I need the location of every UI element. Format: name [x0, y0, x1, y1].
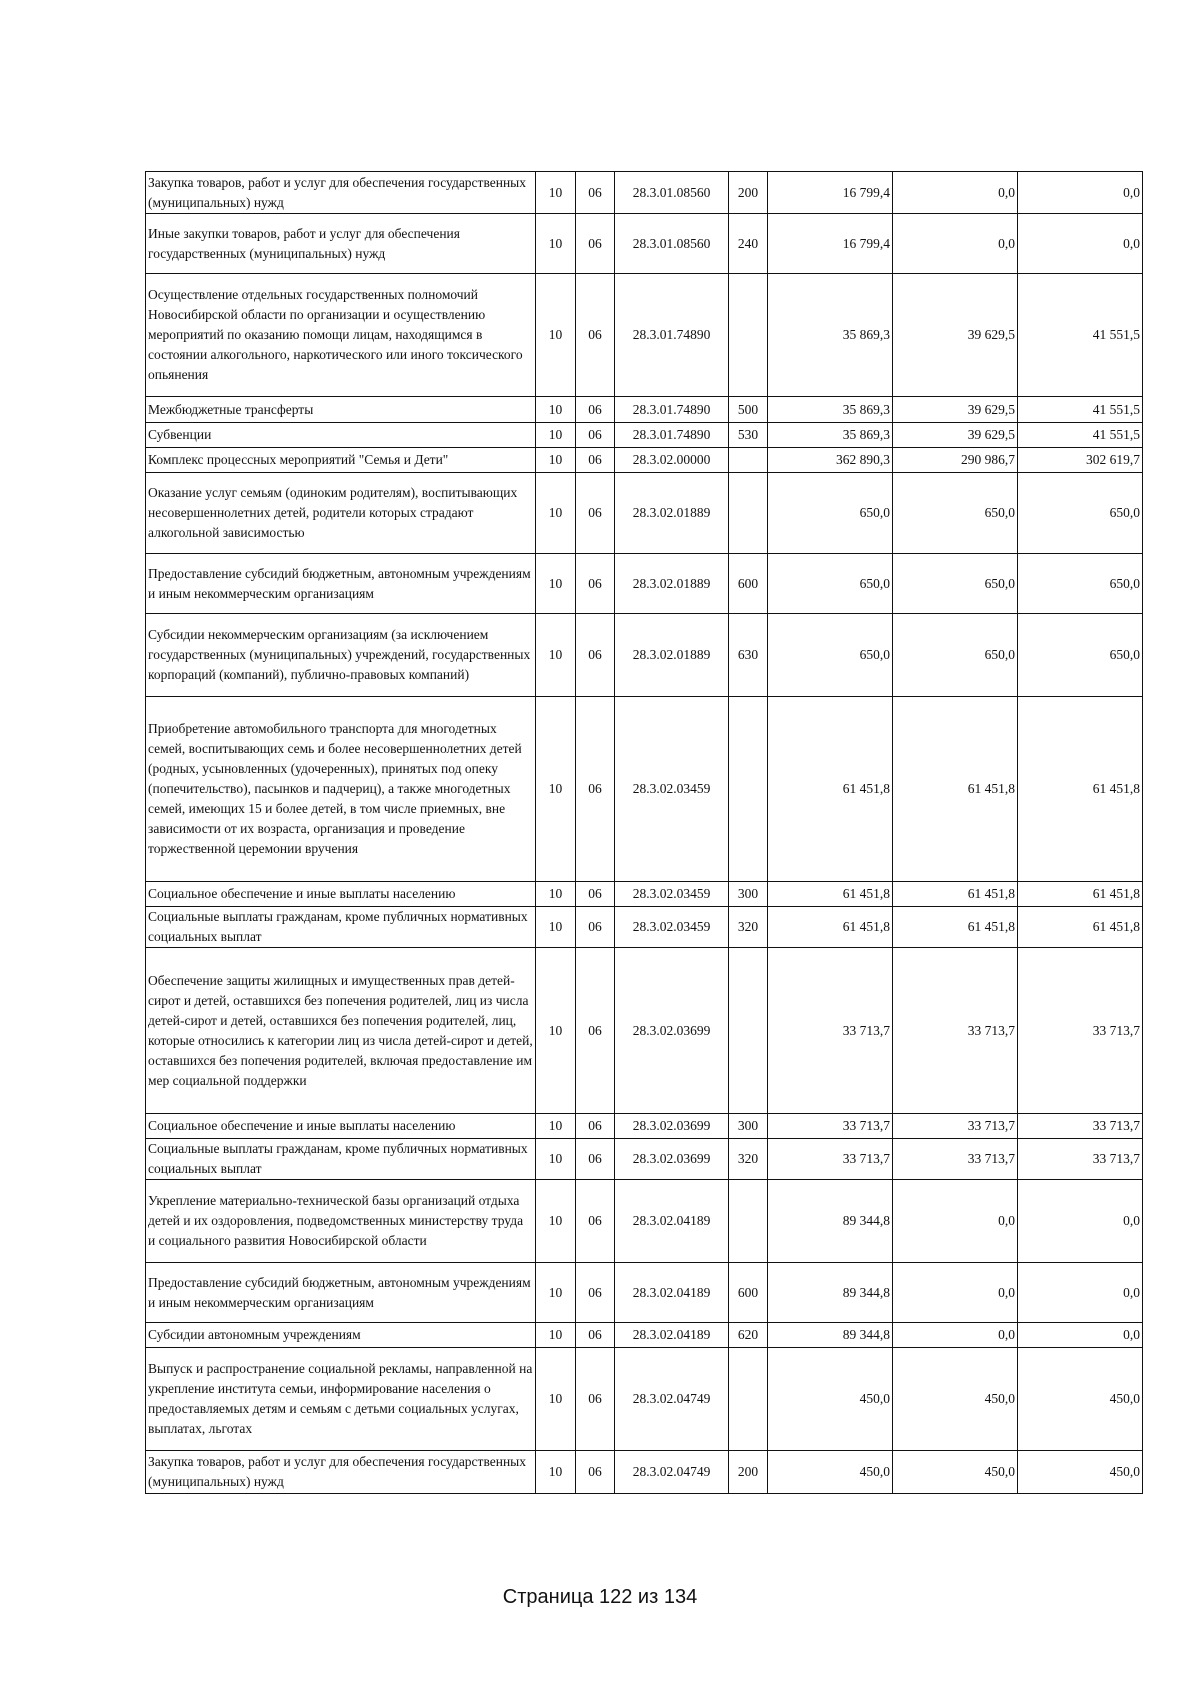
table-row [146, 948, 1143, 1114]
subsection-cell: 06 [576, 948, 615, 1114]
amount-year2-cell: 39 629,5 [893, 274, 1018, 397]
amount-year1-cell: 450,0 [768, 1451, 893, 1494]
section-cell: 10 [536, 1114, 576, 1139]
expense-type-cell [729, 1348, 768, 1451]
row-name-cell: Предоставление субсидий бюджетным, автономным учреждениям и иным некоммерческим организациям [146, 554, 536, 614]
amount-year1-cell: 362 890,3 [768, 448, 893, 473]
table-row [146, 882, 1143, 907]
amount-year2-cell: 33 713,7 [893, 948, 1018, 1114]
amount-year2-cell: 61 451,8 [893, 697, 1018, 882]
subsection-cell: 06 [576, 274, 615, 397]
table-row [146, 397, 1143, 423]
target-article-cell: 28.3.01.74890 [615, 397, 729, 423]
amount-year1-cell: 450,0 [768, 1348, 893, 1451]
amount-year1-cell: 61 451,8 [768, 882, 893, 907]
amount-year2-cell: 650,0 [893, 473, 1018, 554]
target-article-cell: 28.3.02.04189 [615, 1323, 729, 1348]
section-cell: 10 [536, 214, 576, 274]
subsection-cell: 06 [576, 214, 615, 274]
subsection-cell: 06 [576, 1114, 615, 1139]
subsection-cell: 06 [576, 882, 615, 907]
expense-type-cell: 620 [729, 1323, 768, 1348]
section-cell: 10 [536, 1451, 576, 1494]
amount-year1-cell: 35 869,3 [768, 274, 893, 397]
expense-type-cell: 630 [729, 614, 768, 697]
row-name-cell: Социальное обеспечение и иные выплаты населению [146, 1114, 536, 1139]
amount-year2-cell: 33 713,7 [893, 1139, 1018, 1180]
subsection-cell: 06 [576, 1180, 615, 1263]
amount-year2-cell: 650,0 [893, 554, 1018, 614]
amount-year1-cell: 35 869,3 [768, 423, 893, 448]
subsection-cell: 06 [576, 697, 615, 882]
table-body [146, 172, 1143, 1494]
section-cell: 10 [536, 1323, 576, 1348]
expense-type-cell: 320 [729, 907, 768, 948]
target-article-cell: 28.3.02.01889 [615, 473, 729, 554]
amount-year1-cell: 35 869,3 [768, 397, 893, 423]
row-name-cell: Субсидии автономным учреждениям [146, 1323, 536, 1348]
row-name-cell: Закупка товаров, работ и услуг для обеспечения государственных (муниципальных) нужд [146, 1451, 536, 1494]
amount-year1-cell: 650,0 [768, 614, 893, 697]
section-cell: 10 [536, 882, 576, 907]
subsection-cell: 06 [576, 1348, 615, 1451]
row-name-cell: Социальное обеспечение и иные выплаты населению [146, 882, 536, 907]
amount-year2-cell: 0,0 [893, 1323, 1018, 1348]
target-article-cell: 28.3.02.03459 [615, 907, 729, 948]
target-article-cell: 28.3.02.04189 [615, 1180, 729, 1263]
amount-year1-cell: 61 451,8 [768, 907, 893, 948]
subsection-cell: 06 [576, 907, 615, 948]
amount-year3-cell: 650,0 [1018, 554, 1143, 614]
amount-year3-cell: 41 551,5 [1018, 423, 1143, 448]
amount-year1-cell: 89 344,8 [768, 1263, 893, 1323]
table-row [146, 1348, 1143, 1451]
table-row [146, 172, 1143, 214]
target-article-cell: 28.3.01.08560 [615, 214, 729, 274]
table-row [146, 1114, 1143, 1139]
expense-type-cell [729, 448, 768, 473]
amount-year3-cell: 33 713,7 [1018, 1114, 1143, 1139]
target-article-cell: 28.3.01.74890 [615, 423, 729, 448]
amount-year3-cell: 61 451,8 [1018, 697, 1143, 882]
row-name-cell: Социальные выплаты гражданам, кроме публичных нормативных социальных выплат [146, 907, 536, 948]
amount-year2-cell: 290 986,7 [893, 448, 1018, 473]
expense-type-cell [729, 473, 768, 554]
section-cell: 10 [536, 1139, 576, 1180]
subsection-cell: 06 [576, 1451, 615, 1494]
section-cell: 10 [536, 274, 576, 397]
amount-year2-cell: 450,0 [893, 1348, 1018, 1451]
amount-year3-cell: 61 451,8 [1018, 882, 1143, 907]
row-name-cell: Межбюджетные трансферты [146, 397, 536, 423]
section-cell: 10 [536, 423, 576, 448]
target-article-cell: 28.3.02.03699 [615, 1114, 729, 1139]
expense-type-cell [729, 1180, 768, 1263]
expense-type-cell: 600 [729, 1263, 768, 1323]
subsection-cell: 06 [576, 172, 615, 214]
section-cell: 10 [536, 172, 576, 214]
row-name-cell: Закупка товаров, работ и услуг для обеспечения государственных (муниципальных) нужд [146, 172, 536, 214]
expense-type-cell: 320 [729, 1139, 768, 1180]
amount-year1-cell: 16 799,4 [768, 214, 893, 274]
row-name-cell: Иные закупки товаров, работ и услуг для обеспечения государственных (муниципальных) нужд [146, 214, 536, 274]
target-article-cell: 28.3.02.03699 [615, 1139, 729, 1180]
amount-year3-cell: 450,0 [1018, 1451, 1143, 1494]
section-cell: 10 [536, 1348, 576, 1451]
amount-year2-cell: 61 451,8 [893, 907, 1018, 948]
section-cell: 10 [536, 473, 576, 554]
row-name-cell: Выпуск и распространение социальной рекламы, направленной на укрепление института семьи, информирование населения о предоставляемых детям и семьям с детьми социальных услугах, выплатах, льготах [146, 1348, 536, 1451]
row-name-cell: Обеспечение защиты жилищных и имущественных прав детей-сирот и детей, оставшихся без попечения родителей, лиц из числа детей-сирот и детей, оставшихся без попечения родителей, лиц, которые относились к категории лиц из числа детей-сирот и детей, оставшихся без попечения родителей, включая предоставление им мер социальной поддержки [146, 948, 536, 1114]
amount-year3-cell: 41 551,5 [1018, 274, 1143, 397]
subsection-cell: 06 [576, 1263, 615, 1323]
amount-year2-cell: 450,0 [893, 1451, 1018, 1494]
expense-type-cell: 300 [729, 1114, 768, 1139]
amount-year1-cell: 16 799,4 [768, 172, 893, 214]
table-row [146, 554, 1143, 614]
section-cell: 10 [536, 614, 576, 697]
amount-year3-cell: 450,0 [1018, 1348, 1143, 1451]
amount-year3-cell: 33 713,7 [1018, 1139, 1143, 1180]
expense-type-cell [729, 274, 768, 397]
expense-type-cell: 500 [729, 397, 768, 423]
budget-table [145, 171, 1143, 1494]
target-article-cell: 28.3.02.03459 [615, 882, 729, 907]
amount-year3-cell: 302 619,7 [1018, 448, 1143, 473]
amount-year3-cell: 41 551,5 [1018, 397, 1143, 423]
expense-type-cell: 200 [729, 172, 768, 214]
table-row [146, 214, 1143, 274]
amount-year2-cell: 33 713,7 [893, 1114, 1018, 1139]
target-article-cell: 28.3.02.01889 [615, 614, 729, 697]
row-name-cell: Оказание услуг семьям (одиноким родителям), воспитывающих несовершеннолетних детей, родители которых страдают алкогольной зависимостью [146, 473, 536, 554]
row-name-cell: Укрепление материально-технической базы организаций отдыха детей и их оздоровления, подведомственных министерству труда и социального развития Новосибирской области [146, 1180, 536, 1263]
section-cell: 10 [536, 448, 576, 473]
subsection-cell: 06 [576, 554, 615, 614]
amount-year3-cell: 0,0 [1018, 1263, 1143, 1323]
section-cell: 10 [536, 1180, 576, 1263]
amount-year3-cell: 33 713,7 [1018, 948, 1143, 1114]
amount-year1-cell: 650,0 [768, 473, 893, 554]
row-name-cell: Приобретение автомобильного транспорта для многодетных семей, воспитывающих семь и более несовершеннолетних детей (родных, усыновленных (удочеренных), принятых под опеку (попечительство), пасынков и падчериц), а также многодетных семей, имеющих 15 и более детей, в том числе приемных, вне зависимости от их возраста, организация и проведение торжественной церемонии вручения [146, 697, 536, 882]
section-cell: 10 [536, 554, 576, 614]
amount-year3-cell: 0,0 [1018, 1180, 1143, 1263]
row-name-cell: Предоставление субсидий бюджетным, автономным учреждениям и иным некоммерческим организациям [146, 1263, 536, 1323]
expense-type-cell: 600 [729, 554, 768, 614]
table-row [146, 473, 1143, 554]
table-row [146, 448, 1143, 473]
target-article-cell: 28.3.02.03459 [615, 697, 729, 882]
amount-year2-cell: 61 451,8 [893, 882, 1018, 907]
table-row [146, 907, 1143, 948]
table-row [146, 423, 1143, 448]
amount-year3-cell: 0,0 [1018, 214, 1143, 274]
row-name-cell: Комплекс процессных мероприятий "Семья и Дети" [146, 448, 536, 473]
section-cell: 10 [536, 948, 576, 1114]
table-row [146, 1139, 1143, 1180]
expense-type-cell: 200 [729, 1451, 768, 1494]
amount-year1-cell: 89 344,8 [768, 1323, 893, 1348]
target-article-cell: 28.3.01.74890 [615, 274, 729, 397]
expense-type-cell: 240 [729, 214, 768, 274]
subsection-cell: 06 [576, 473, 615, 554]
amount-year1-cell: 33 713,7 [768, 1114, 893, 1139]
subsection-cell: 06 [576, 1323, 615, 1348]
row-name-cell: Субсидии некоммерческим организациям (за исключением государственных (муниципальных) учреждений, государственных корпораций (компаний), публично-правовых компаний) [146, 614, 536, 697]
expense-type-cell: 300 [729, 882, 768, 907]
table-row [146, 1180, 1143, 1263]
amount-year2-cell: 0,0 [893, 214, 1018, 274]
subsection-cell: 06 [576, 614, 615, 697]
row-name-cell: Социальные выплаты гражданам, кроме публичных нормативных социальных выплат [146, 1139, 536, 1180]
amount-year2-cell: 0,0 [893, 1263, 1018, 1323]
amount-year1-cell: 33 713,7 [768, 948, 893, 1114]
amount-year3-cell: 0,0 [1018, 172, 1143, 214]
table-row [146, 697, 1143, 882]
expense-type-cell [729, 697, 768, 882]
table-row [146, 614, 1143, 697]
amount-year3-cell: 650,0 [1018, 473, 1143, 554]
table-row [146, 274, 1143, 397]
target-article-cell: 28.3.01.08560 [615, 172, 729, 214]
amount-year2-cell: 0,0 [893, 172, 1018, 214]
amount-year2-cell: 0,0 [893, 1180, 1018, 1263]
target-article-cell: 28.3.02.03699 [615, 948, 729, 1114]
subsection-cell: 06 [576, 397, 615, 423]
section-cell: 10 [536, 907, 576, 948]
amount-year2-cell: 650,0 [893, 614, 1018, 697]
target-article-cell: 28.3.02.04749 [615, 1451, 729, 1494]
table-row [146, 1263, 1143, 1323]
expense-type-cell [729, 948, 768, 1114]
expense-type-cell: 530 [729, 423, 768, 448]
subsection-cell: 06 [576, 448, 615, 473]
amount-year1-cell: 61 451,8 [768, 697, 893, 882]
subsection-cell: 06 [576, 423, 615, 448]
target-article-cell: 28.3.02.01889 [615, 554, 729, 614]
amount-year1-cell: 33 713,7 [768, 1139, 893, 1180]
section-cell: 10 [536, 1263, 576, 1323]
page-number: Страница 122 из 134 [502, 1586, 698, 1608]
row-name-cell: Субвенции [146, 423, 536, 448]
target-article-cell: 28.3.02.04749 [615, 1348, 729, 1451]
table-row [146, 1323, 1143, 1348]
table-row [146, 1451, 1143, 1494]
amount-year1-cell: 650,0 [768, 554, 893, 614]
row-name-cell: Осуществление отдельных государственных полномочий Новосибирской области по организации и осуществлению мероприятий по оказанию помощи лицам, находящимся в состоянии алкогольного, наркотического или иного токсического опьянения [146, 274, 536, 397]
target-article-cell: 28.3.02.00000 [615, 448, 729, 473]
amount-year2-cell: 39 629,5 [893, 423, 1018, 448]
amount-year3-cell: 0,0 [1018, 1323, 1143, 1348]
subsection-cell: 06 [576, 1139, 615, 1180]
target-article-cell: 28.3.02.04189 [615, 1263, 729, 1323]
amount-year3-cell: 61 451,8 [1018, 907, 1143, 948]
amount-year1-cell: 89 344,8 [768, 1180, 893, 1263]
section-cell: 10 [536, 697, 576, 882]
amount-year2-cell: 39 629,5 [893, 397, 1018, 423]
amount-year3-cell: 650,0 [1018, 614, 1143, 697]
section-cell: 10 [536, 397, 576, 423]
